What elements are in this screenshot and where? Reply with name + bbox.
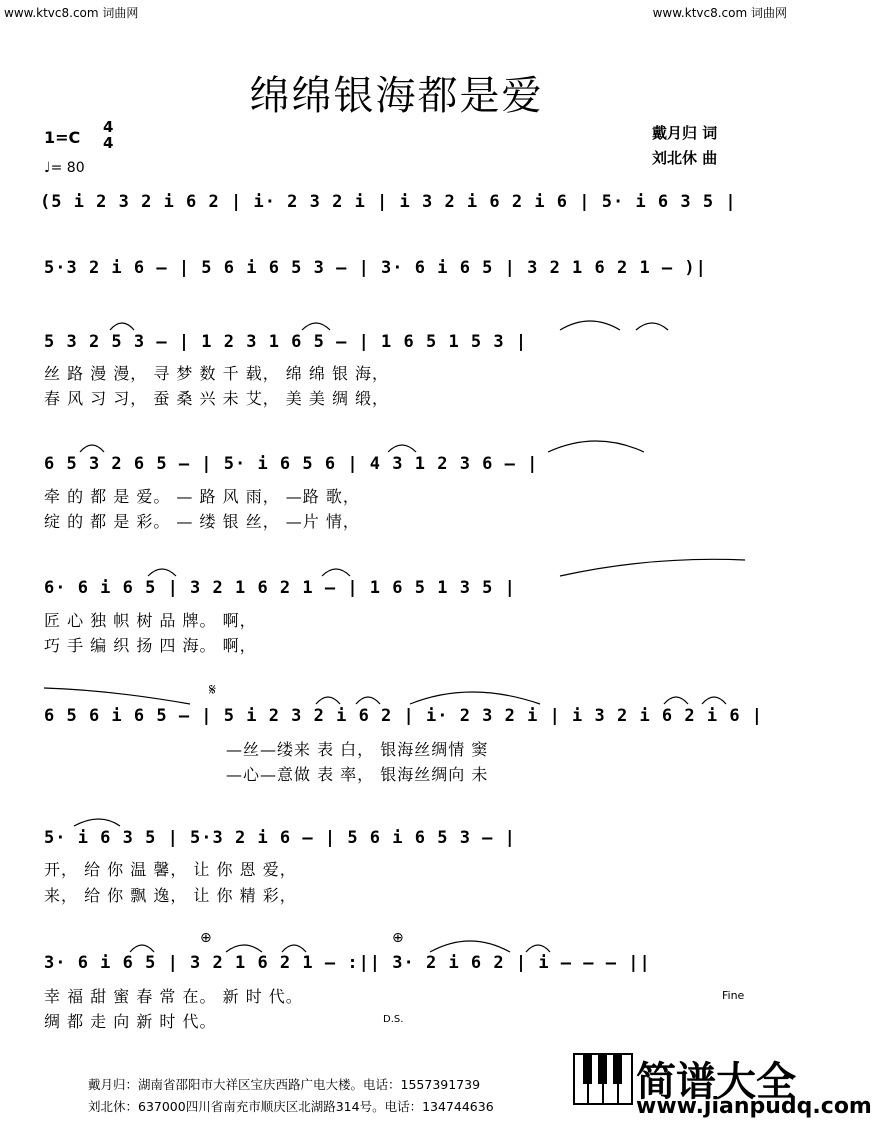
- slur-arc: [282, 945, 306, 952]
- score-row-6-notes: 6 5 6 i 6 5 – | 5 i 2 3 2 i 6 2 | i· 2 3 2 i | i 3 2 i 6 2 i 6 |: [44, 706, 764, 726]
- footer-composer-contact: 刘北休：637000四川省南充市顺庆区北湖路314号。电话：134744636: [88, 1099, 494, 1114]
- score-row-5-lyrics-verse2: 巧 手 编 织 扬 四 海。 啊，: [44, 636, 257, 655]
- score-row-7-lyrics-verse2: 来， 给 你 飘 逸， 让 你 精 彩，: [44, 886, 297, 905]
- time-sig-top: 4: [103, 118, 114, 136]
- score-row-8-lyrics-verse2: 绸 都 走 向 新 时 代。: [44, 1012, 217, 1031]
- slur-arc: [664, 697, 688, 704]
- score-row-1-notes: (5 i 2 3 2 i 6 2 | i· 2 3 2 i | i 3 2 i 6 2 i 6 | 5· i 6 3 5 |: [40, 192, 737, 212]
- header-left-site: www.ktvc8.com 词曲网: [4, 6, 139, 20]
- time-sig-bottom: 4: [103, 134, 114, 152]
- slur-arc: [548, 441, 644, 452]
- score-row-6-lyrics-verse2: —心—意做 表 率， 银海丝绸向 未: [226, 765, 489, 784]
- segno-sign: 𝄋: [209, 680, 216, 699]
- score-row-3-lyrics-verse1: 丝 路 漫 漫， 寻 梦 数 千 载， 绵 绵 银 海，: [44, 364, 390, 383]
- song-title: 绵绵银海都是爱: [249, 73, 544, 119]
- slur-arc: [226, 945, 262, 952]
- key-signature: 1=C: [44, 128, 81, 147]
- score-row-4-lyrics-verse2: 绽 的 都 是 彩。 — 缕 银 丝， —片 情，: [44, 512, 360, 531]
- slur-arc: [302, 323, 330, 330]
- ds-marking: D.S.: [383, 1014, 404, 1025]
- score-row-3-lyrics-verse2: 春 风 习 习， 蚕 桑 兴 未 艾， 美 美 绸 缎，: [44, 389, 390, 408]
- tempo-marking: ♩= 80: [44, 160, 85, 176]
- score-row-8-notes: 3· 6 i 6 5 | 3 2 1 6 2 1 – :|| 3· 2 i 6 2 | i – – – ||: [44, 953, 651, 973]
- slur-arc: [322, 569, 350, 576]
- slur-arc: [74, 819, 120, 826]
- score-row-6-lyrics-verse1: —丝—缕来 表 白， 银海丝绸情 窦: [226, 740, 489, 759]
- lyricist-credit: 戴月归 词: [652, 124, 718, 142]
- coda-sign-2: ⊕: [392, 930, 404, 946]
- score-row-5-lyrics-verse1: 匠 心 独 帜 树 品 牌。 啊，: [44, 611, 257, 630]
- slur-arc: [430, 941, 510, 952]
- score-row-7-lyrics-verse1: 开， 给 你 温 馨， 让 你 恩 爱，: [44, 860, 297, 879]
- score-row-2-notes: 5·3 2 i 6 – | 5 6 i 6 5 3 – | 3· 6 i 6 5 | 3 2 1 6 2 1 – )|: [44, 258, 707, 278]
- slur-arc: [560, 321, 620, 330]
- slur-arc: [148, 569, 176, 576]
- composer-credit: 刘北休 曲: [652, 149, 718, 167]
- logo-url: www.jianpudq.com: [636, 1094, 872, 1119]
- score-row-7-notes: 5· i 6 3 5 | 5·3 2 i 6 – | 5 6 i 6 5 3 – |: [44, 828, 516, 848]
- slur-arc: [44, 688, 190, 704]
- slur-arc: [80, 445, 104, 452]
- slur-arc: [388, 445, 416, 452]
- header-right-site: www.ktvc8.com 词曲网: [652, 6, 787, 20]
- slur-arc: [130, 945, 154, 952]
- slur-arc: [560, 559, 745, 576]
- slur-arc: [316, 697, 340, 704]
- slur-arc: [110, 323, 134, 330]
- slur-arc: [410, 692, 540, 704]
- fine-marking: Fine: [722, 989, 745, 1002]
- footer-lyricist-contact: 戴月归：湖南省邵阳市大祥区宝庆西路广电大楼。电话：1557391739: [88, 1077, 481, 1092]
- logo-text: 简谱大全: [636, 1059, 796, 1105]
- piano-keys-icon: [574, 1054, 632, 1104]
- score-row-4-lyrics-verse1: 牵 的 都 是 爱。 — 路 风 雨， —路 歌，: [44, 487, 360, 506]
- score-row-4-notes: 6 5 3 2 6 5 – | 5· i 6 5 6 | 4 3 1 2 3 6 – |: [44, 454, 539, 474]
- score-row-8-lyrics-verse1: 幸 福 甜 蜜 春 常 在。 新 时 代。: [44, 987, 303, 1006]
- slur-arc: [356, 697, 380, 704]
- score-row-5-notes: 6· 6 i 6 5 | 3 2 1 6 2 1 – | 1 6 5 1 3 5 |: [44, 578, 516, 598]
- slur-arc: [526, 945, 550, 952]
- slur-arc: [702, 697, 726, 704]
- coda-sign-1: ⊕: [200, 930, 212, 946]
- score-row-3-notes: 5 3 2 5 3 – | 1 2 3 1 6 5 – | 1 6 5 1 5 3 |: [44, 332, 528, 352]
- slur-arc: [636, 323, 668, 330]
